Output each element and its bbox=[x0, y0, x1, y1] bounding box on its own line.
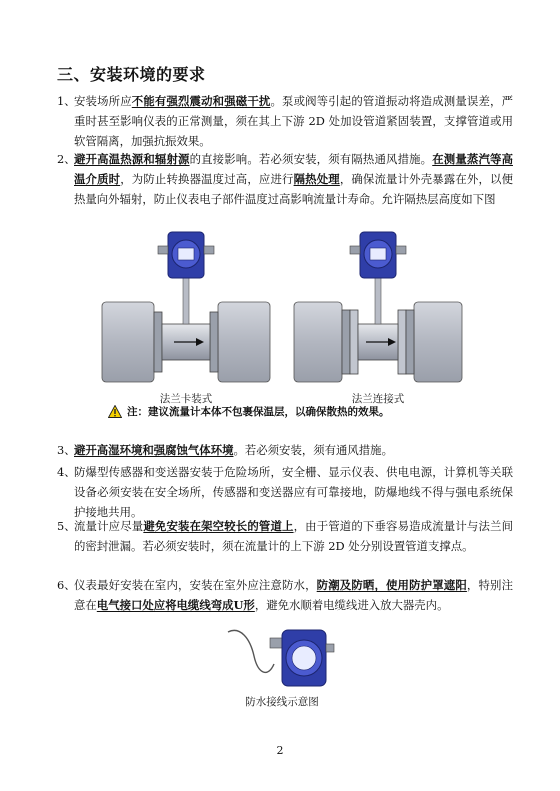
emphasis-segment: 防潮及防晒，使用防护罩遮阳 bbox=[316, 578, 467, 592]
insulation-note bbox=[108, 404, 390, 419]
list-item-6 bbox=[57, 575, 513, 615]
list-item-2 bbox=[57, 149, 513, 209]
emphasis-segment: 在测量蒸汽等高温介质时 bbox=[74, 152, 513, 186]
item-number: 2、 bbox=[57, 152, 76, 166]
text-segment: ，避免水顺着电缆线进入放大器壳内。 bbox=[254, 598, 449, 612]
emphasis-segment: 避开高湿环境和强腐蚀气体环境 bbox=[74, 443, 234, 457]
text-segment: 安装场所应 bbox=[74, 94, 132, 108]
text-segment: 。若必须安装，须有通风措施。 bbox=[233, 443, 393, 457]
right-figure-caption: 法兰连接式 bbox=[351, 393, 405, 405]
item-text bbox=[74, 516, 513, 556]
section-heading: 三、安装环境的要求 bbox=[57, 65, 206, 84]
item-number: 3、 bbox=[57, 443, 76, 457]
left-figure-caption: 法兰卡装式 bbox=[159, 393, 213, 405]
emphasis-segment: 避免安装在架空较长的管道上 bbox=[143, 519, 294, 533]
emphasis-segment: 电气接口处应将电缆线弯成U形 bbox=[96, 598, 255, 612]
item-text: 防爆型传感器和变送器安装于危险场所，安全栅、显示仪表、供电电源，计算机等关联设备必须安装在安全场所，传感器和变送器应有可靠接地，防爆地线不得与强电系统保护接地共用。 bbox=[74, 465, 513, 519]
text-segment: ，由于管道的下垂容易造成流量计与法兰间的密封泄漏。若必须安装时，须在流量计的上下游 2D 处分别设置管道支撑点。 bbox=[74, 519, 513, 553]
item-text bbox=[74, 149, 513, 209]
emphasis-segment: 避开高温热源和辐射源 bbox=[74, 152, 190, 166]
text-segment: 仪表最好安装在室内，安装在室外应注意防水， bbox=[74, 578, 317, 592]
waterproof-figure-caption: 防水接线示意图 bbox=[245, 696, 319, 708]
flange-connection-meter-diagram bbox=[288, 220, 468, 388]
text-segment: 流量计应尽量 bbox=[74, 519, 144, 533]
list-item-3 bbox=[57, 440, 513, 460]
item-text bbox=[74, 91, 513, 151]
text-segment: ，为防止转换器温度过高，应进行 bbox=[120, 172, 294, 186]
item-number: 5、 bbox=[57, 519, 76, 533]
note-text: 注：建议流量计本体不包裹保温层，以确保散热的效果。 bbox=[127, 406, 390, 418]
page-number: 2 bbox=[276, 744, 284, 757]
item-number: 1、 bbox=[57, 94, 76, 108]
item-number: 4、 bbox=[57, 465, 76, 479]
flange-clamp-meter-diagram bbox=[96, 220, 276, 388]
list-item-4 bbox=[57, 462, 513, 522]
text-segment: ，确保流量计外壳暴露在外，以便热量向外辐射，防止仪表电子部件温度过高影响流量计寿命。允许隔热层高度如下图 bbox=[74, 172, 513, 206]
emphasis-segment: 不能有强烈震动和强磁干扰 bbox=[131, 94, 271, 108]
text-segment: ，特别注意在 bbox=[74, 578, 513, 612]
text-segment: 。泵或阀等引起的管道振动将造成测量误差，严重时甚至影响仪表的正常测量，须在其上下游 2D 处加设管道紧固装置，支撑管道或用软管隔离，加强抗振效果。 bbox=[74, 94, 513, 148]
item-text bbox=[74, 440, 513, 460]
waterproof-wiring-diagram bbox=[222, 624, 342, 690]
text-segment: 的直接影响。若必须安装，须有隔热通风措施。 bbox=[189, 152, 433, 166]
list-item-5 bbox=[57, 516, 513, 556]
item-number: 6、 bbox=[57, 578, 76, 592]
emphasis-segment: 隔热处理 bbox=[293, 172, 340, 186]
list-item-1 bbox=[57, 91, 513, 151]
item-text bbox=[74, 575, 513, 615]
warning-icon bbox=[108, 405, 122, 418]
